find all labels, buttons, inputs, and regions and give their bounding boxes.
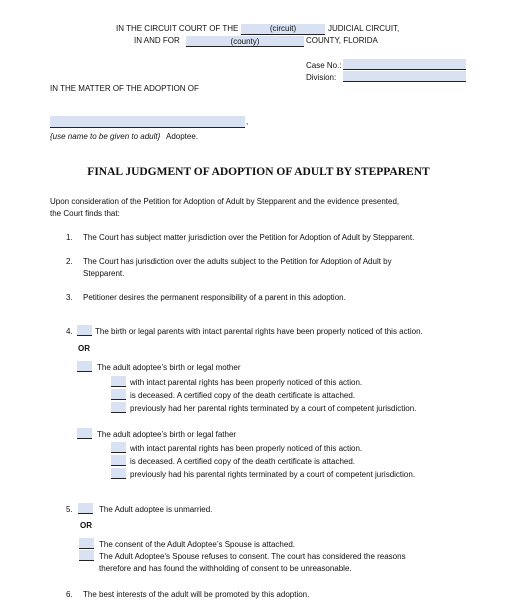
circuit-placeholder: (circuit) — [269, 24, 297, 33]
father-terminated-text: previously had his parental rights terminated by a court of competent jurisdiction. — [130, 470, 416, 479]
item-3-text: Petitioner desires the permanent responsibility of a parent in this adoption. — [83, 293, 346, 302]
mother-checkbox[interactable] — [77, 361, 92, 372]
adoptee-name-field[interactable] — [50, 116, 245, 128]
father-noticed-checkbox[interactable] — [111, 442, 126, 453]
page-title: FINAL JUDGMENT OF ADOPTION OF ADULT BY STEPPARENT — [87, 166, 430, 178]
mother-noticed-checkbox[interactable] — [111, 376, 126, 387]
mother-deceased-checkbox[interactable] — [111, 389, 126, 400]
county-line-suffix: COUNTY, FLORIDA — [306, 36, 378, 45]
item-2-text-line-2: Stepparent. — [83, 269, 125, 278]
item-4-number: 4. — [66, 327, 73, 336]
intro-line-2: the Court finds that: — [50, 209, 120, 218]
item-5-unmarried-text: The Adult adoptee is unmarried. — [99, 505, 213, 514]
adoptee-name-hint: {use name to be given to adult} — [50, 132, 161, 141]
spouse-refuses-checkbox[interactable] — [79, 550, 94, 561]
county-line-prefix: IN AND FOR — [134, 36, 180, 45]
item-4-parents-noticed-text: The birth or legal parents with intact parental rights have been properly noticed of this action. — [95, 327, 423, 336]
mother-noticed-text: with intact parental rights has been properly noticed of this action. — [130, 378, 363, 387]
adoptee-label: Adoptee. — [166, 132, 199, 141]
division-field[interactable] — [343, 71, 466, 82]
spouse-consent-text: The consent of the Adult Adoptee’s Spouse is attached. — [99, 540, 295, 549]
item-3-number: 3. — [66, 293, 73, 302]
father-noticed-text: with intact parental rights has been properly noticed of this action. — [130, 444, 363, 453]
spouse-refuses-text-line-1: The Adult Adoptee’s Spouse refuses to consent. The court has considered the reasons — [99, 552, 406, 561]
division-label: Division: — [306, 73, 337, 82]
spouse-refuses-text-line-2: therefore and has found the withholding of consent to be unreasonable. — [99, 564, 352, 573]
item-5-unmarried-checkbox[interactable] — [78, 503, 93, 514]
item-5-or-label: OR — [80, 521, 92, 530]
case-no-field[interactable] — [343, 59, 466, 70]
item-5-number: 5. — [66, 505, 73, 514]
mother-heading: The adult adoptee’s birth or legal mother — [97, 363, 241, 372]
item-2-text-line-1: The Court has jurisdiction over the adults subject to the Petition for Adoption of Adult by — [83, 257, 392, 266]
father-deceased-checkbox[interactable] — [111, 455, 126, 466]
father-deceased-text: is deceased. A certified copy of the death certificate is attached. — [130, 457, 356, 466]
item-6-number: 6. — [66, 590, 73, 599]
case-no-label: Case No.: — [306, 61, 342, 70]
item-6-text: The best interests of the adult will be promoted by this adoption. — [83, 590, 310, 599]
father-heading: The adult adoptee’s birth or legal father — [97, 430, 237, 439]
intro-line-1: Upon consideration of the Petition for Adoption of Adult by Stepparent and the evidence presented, — [50, 197, 400, 206]
item-2-number: 2. — [66, 257, 73, 266]
court-line-prefix: IN THE CIRCUIT COURT OF THE — [116, 24, 239, 33]
mother-terminated-checkbox[interactable] — [111, 402, 126, 413]
item-4-parents-noticed-checkbox[interactable] — [77, 325, 92, 336]
mother-terminated-text: previously had her parental rights terminated by a court of competent jurisdiction. — [130, 404, 417, 413]
spouse-consent-checkbox[interactable] — [79, 538, 94, 549]
adoptee-name-comma: , — [246, 117, 249, 126]
court-line-suffix: JUDICIAL CIRCUIT, — [328, 24, 400, 33]
item-1-number: 1. — [66, 233, 73, 242]
item-1-text: The Court has subject matter jurisdiction over the Petition for Adoption of Adult by Stepparent. — [83, 233, 415, 242]
item-4-or-label: OR — [78, 344, 90, 353]
father-terminated-checkbox[interactable] — [111, 468, 126, 479]
father-checkbox[interactable] — [77, 428, 92, 439]
matter-heading: IN THE MATTER OF THE ADOPTION OF — [50, 84, 199, 93]
mother-deceased-text: is deceased. A certified copy of the death certificate is attached. — [130, 391, 356, 400]
county-placeholder: (county) — [230, 37, 260, 46]
